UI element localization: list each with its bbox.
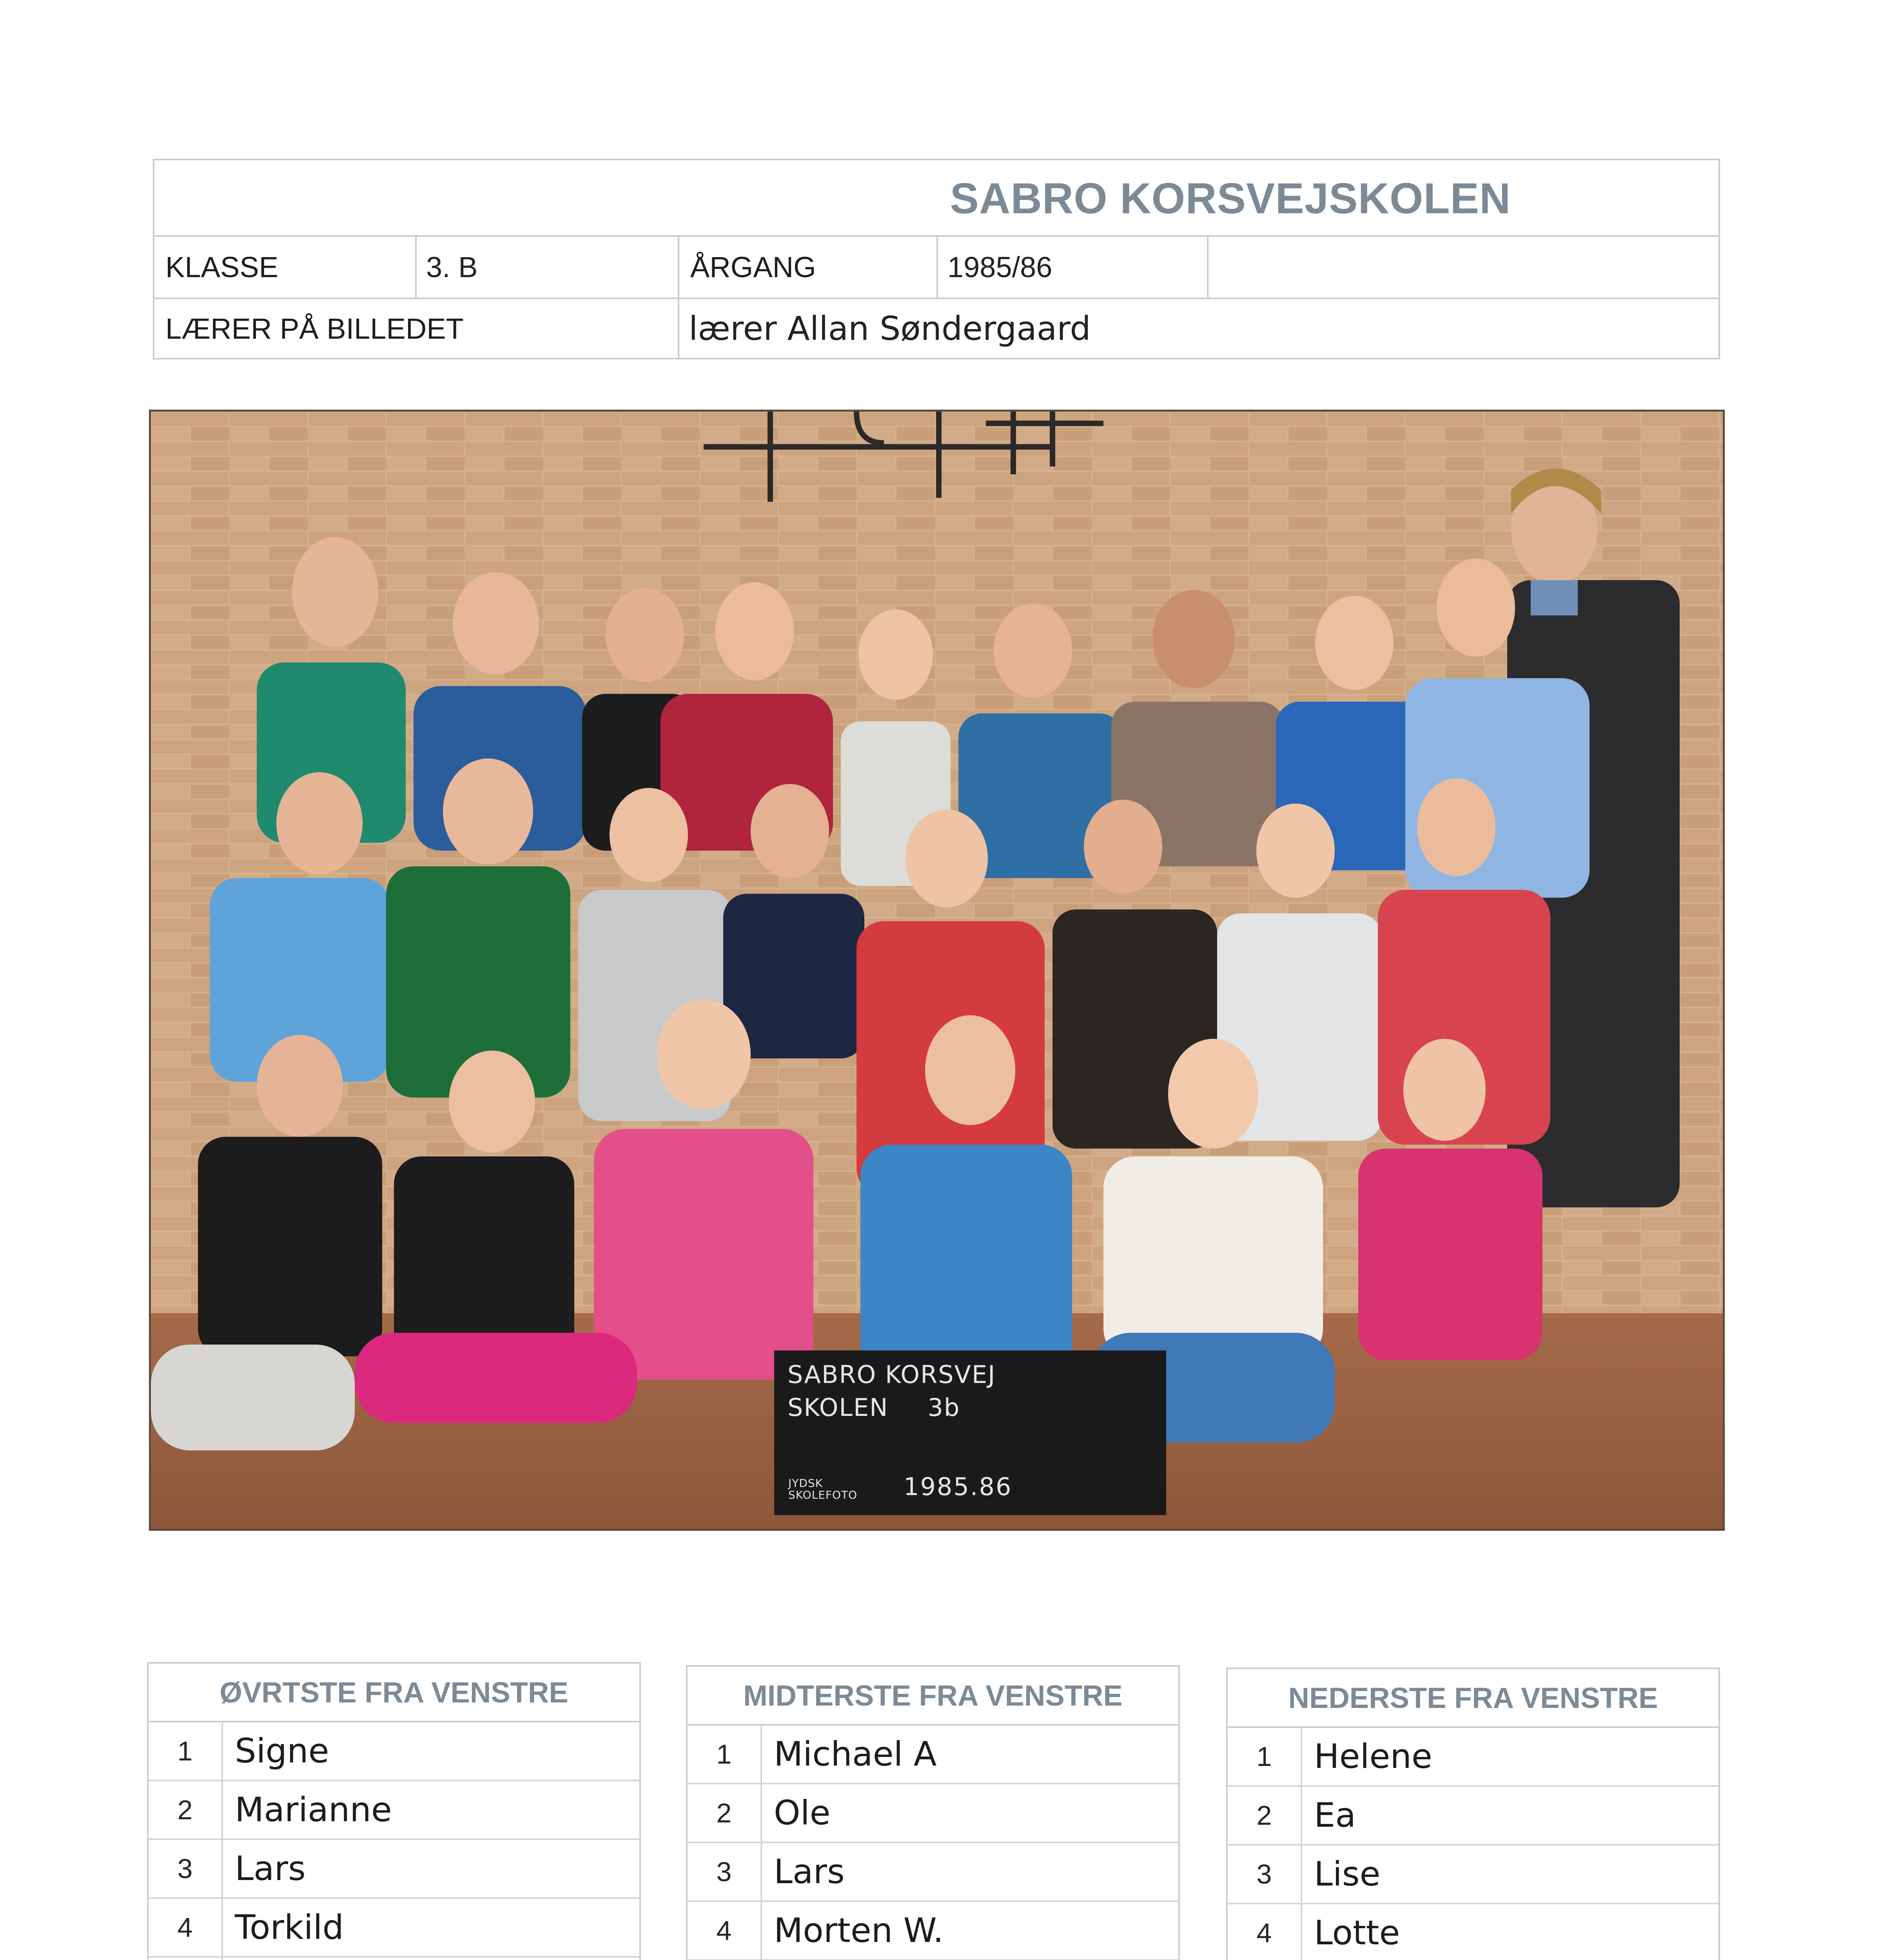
board-class: 3b [927, 1393, 960, 1422]
names-table-middle-row [686, 1665, 1180, 1960]
table-row [149, 1958, 639, 1960]
table-row [149, 1899, 639, 1958]
class-photo [149, 410, 1725, 1531]
board-school: SKOLEN [788, 1393, 889, 1422]
class-label: KLASSE [165, 251, 278, 283]
row-number [149, 1958, 223, 1960]
row-number: 2 [1228, 1787, 1302, 1844]
student-name: Torkild [235, 1908, 344, 1947]
table-heading: ØVRTSTE FRA VENSTRE [149, 1664, 639, 1722]
table-row [688, 1843, 1178, 1902]
class-value: 3. B [426, 251, 478, 283]
student-name: Signe [235, 1731, 329, 1771]
row-number: 1 [1228, 1728, 1302, 1785]
row-number: 4 [688, 1902, 762, 1959]
board-year: 1985.86 [904, 1472, 1013, 1501]
student-name: Helene [1314, 1737, 1432, 1776]
board-maker-1: JYDSK [788, 1477, 823, 1490]
names-table-top-row [147, 1662, 641, 1960]
student-name: Lars [774, 1852, 845, 1891]
table-row [688, 1726, 1178, 1784]
table-row [688, 1902, 1178, 1960]
student-name: Ole [774, 1793, 831, 1833]
student-name: Morten W. [774, 1911, 944, 1950]
board-line-1: SABRO KORSVEJ [788, 1360, 996, 1389]
table-row [149, 1840, 639, 1899]
row-number: 4 [149, 1899, 223, 1956]
student-name [223, 1958, 639, 1960]
table-row [149, 1722, 639, 1781]
teacher-label: LÆRER PÅ BILLEDET [165, 312, 464, 345]
student-name: Ea [1314, 1796, 1356, 1835]
table-row [149, 1781, 639, 1840]
row-number: 3 [688, 1843, 762, 1900]
row-number: 4 [1228, 1904, 1302, 1960]
row-number: 1 [688, 1726, 762, 1783]
table-row [1228, 1787, 1718, 1846]
table-heading: MIDTERSTE FRA VENSTRE [688, 1667, 1178, 1726]
table-row [688, 1784, 1178, 1843]
row-number: 1 [149, 1722, 223, 1780]
year-label: ÅRGANG [690, 251, 816, 283]
board-line-2 [788, 1391, 1153, 1424]
table-heading: NEDERSTE FRA VENSTRE [1228, 1669, 1718, 1728]
student-name: Lotte [1314, 1913, 1400, 1953]
year-value: 1985/86 [947, 251, 1052, 283]
teacher-value: lærer Allan Søndergaard [689, 309, 1091, 348]
header-table [153, 159, 1720, 359]
row-number: 3 [149, 1840, 223, 1897]
student-name: Lise [1314, 1855, 1381, 1894]
board-maker-2: SKOLEFOTO [788, 1488, 858, 1501]
row-number: 3 [1228, 1846, 1302, 1903]
table-row [1228, 1904, 1718, 1960]
student-name: Lars [235, 1849, 306, 1888]
table-row [1228, 1728, 1718, 1787]
row-number: 2 [149, 1781, 223, 1838]
row-number: 2 [688, 1784, 762, 1842]
class-name-board [774, 1350, 1166, 1515]
student-name: Marianne [235, 1790, 392, 1829]
student-name: Michael A [774, 1735, 937, 1774]
table-row [1228, 1846, 1718, 1904]
board-maker [788, 1477, 857, 1501]
school-title: SABRO KORSVEJSKOLEN [950, 174, 1511, 223]
names-table-bottom-row [1226, 1668, 1720, 1960]
